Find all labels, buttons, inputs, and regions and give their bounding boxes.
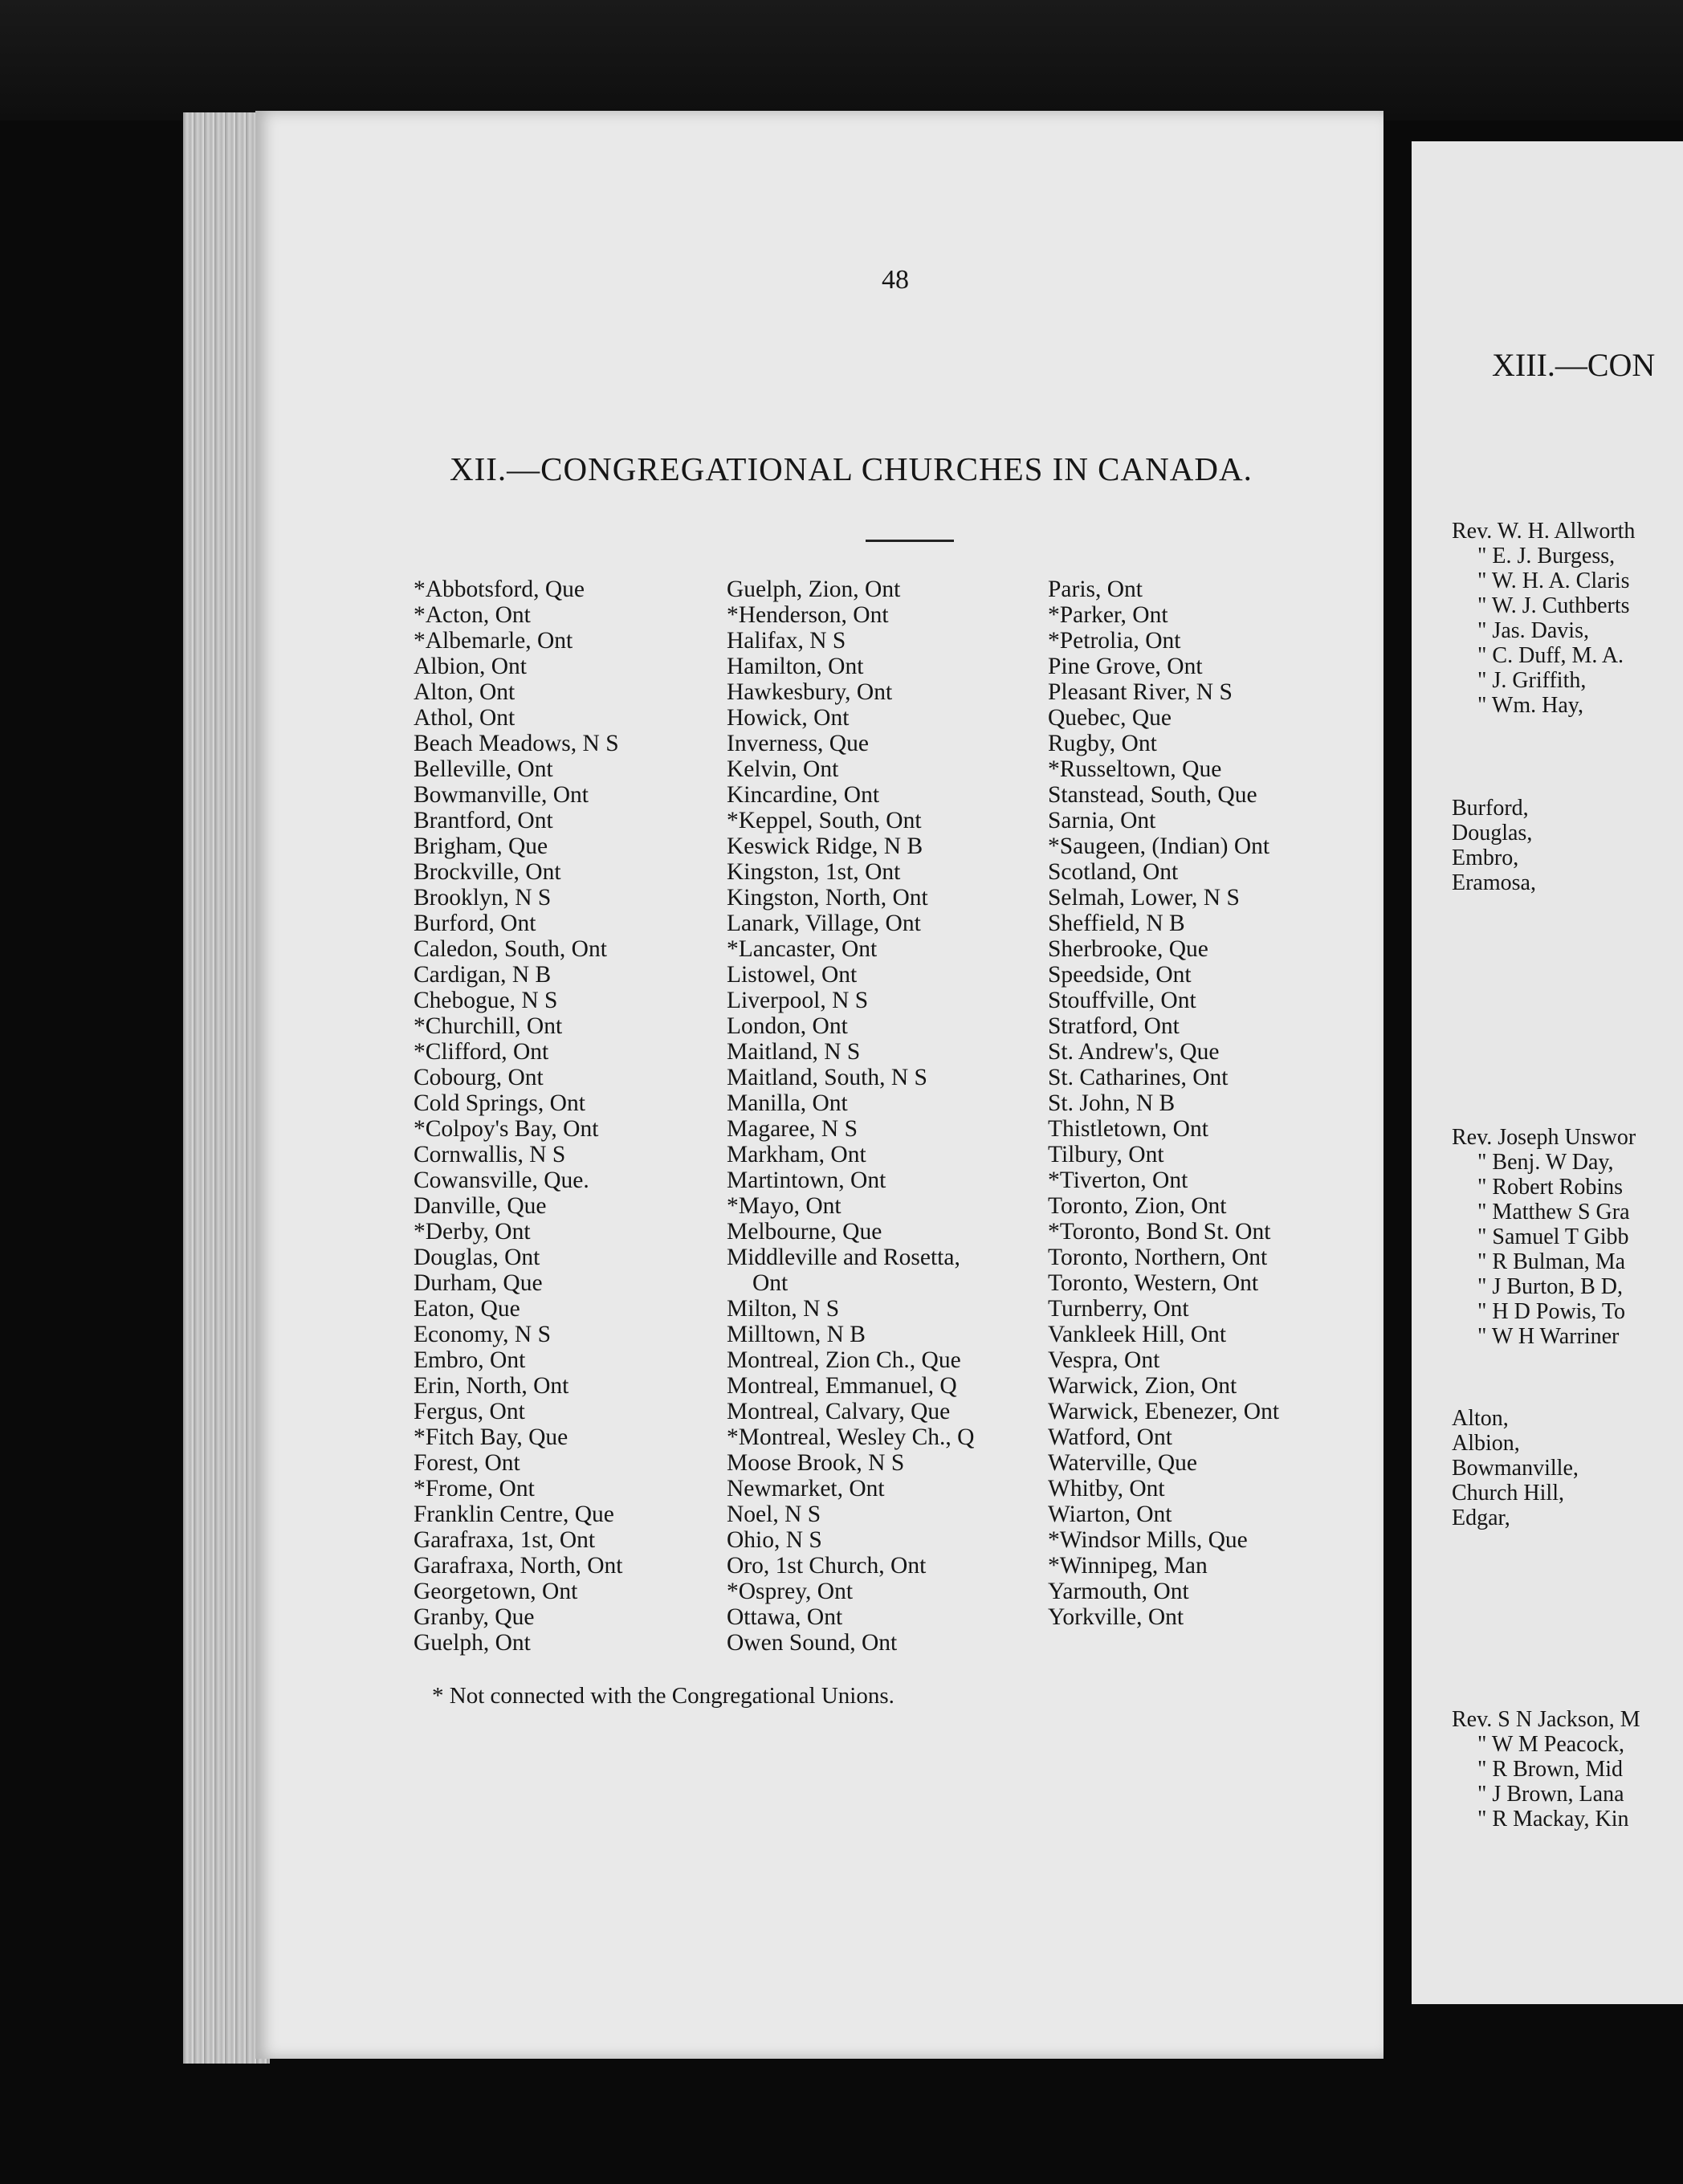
church-entry: Howick, Ont xyxy=(727,705,850,731)
church-entry: *Saugeen, (Indian) Ont xyxy=(1048,833,1270,859)
right-page-line: Alton, xyxy=(1452,1406,1509,1431)
church-entry: Athol, Ont xyxy=(414,705,515,731)
church-entry: *Parker, Ont xyxy=(1048,602,1168,628)
church-entry: St. John, N B xyxy=(1048,1090,1176,1116)
church-entry: Economy, N S xyxy=(414,1322,551,1347)
church-entry: Sheffield, N B xyxy=(1048,911,1185,936)
church-entry: Alton, Ont xyxy=(414,679,515,705)
church-entry: Cowansville, Que. xyxy=(414,1167,589,1193)
church-entry: Owen Sound, Ont xyxy=(727,1630,898,1656)
right-page-line: " E. J. Burgess, xyxy=(1477,544,1616,568)
church-entry: Caledon, South, Ont xyxy=(414,936,607,962)
church-entry: Kingston, 1st, Ont xyxy=(727,859,901,885)
church-column-1 xyxy=(414,577,622,1656)
church-entry: Belleville, Ont xyxy=(414,756,553,782)
right-page-line: Embro, xyxy=(1452,845,1519,870)
right-page-line: " R Bulman, Ma xyxy=(1477,1249,1626,1274)
church-entry: Kincardine, Ont xyxy=(727,782,880,808)
church-entry: Lanark, Village, Ont xyxy=(727,911,921,936)
right-page-line: Eramosa, xyxy=(1452,870,1536,895)
church-entry: Beach Meadows, N S xyxy=(414,731,619,756)
title-divider xyxy=(866,540,954,542)
church-entry: *Petrolia, Ont xyxy=(1048,628,1181,654)
church-entry: Turnberry, Ont xyxy=(1048,1296,1189,1322)
church-entry: Douglas, Ont xyxy=(414,1245,540,1270)
church-entry: Stouffville, Ont xyxy=(1048,988,1196,1013)
right-page-line: Albion, xyxy=(1452,1431,1520,1456)
right-page xyxy=(1412,141,1683,2004)
right-page-ministers-1 xyxy=(1452,519,1635,718)
right-page-line: Bowmanville, xyxy=(1452,1456,1579,1481)
church-entry: Quebec, Que xyxy=(1048,705,1172,731)
church-entry: Eaton, Que xyxy=(414,1296,520,1322)
church-entry: Kelvin, Ont xyxy=(727,756,839,782)
church-entry: Franklin Centre, Que xyxy=(414,1502,614,1527)
church-entry: Waterville, Que xyxy=(1048,1450,1198,1476)
church-entry: *Montreal, Wesley Ch., Q xyxy=(727,1424,975,1450)
right-page-line: " Jas. Davis, xyxy=(1477,618,1589,643)
right-page-line: " R Brown, Mid xyxy=(1477,1757,1624,1782)
church-entry: Garafraxa, 1st, Ont xyxy=(414,1527,596,1553)
right-page-line: " Wm. Hay, xyxy=(1477,693,1583,718)
right-page-line: " Robert Robins xyxy=(1477,1175,1623,1200)
church-entry: Vankleek Hill, Ont xyxy=(1048,1322,1227,1347)
church-entry: Noel, N S xyxy=(727,1502,821,1527)
church-entry: Warwick, Zion, Ont xyxy=(1048,1373,1237,1399)
church-entry: Paris, Ont xyxy=(1048,577,1143,602)
right-page-ministers-3 xyxy=(1452,1707,1640,1832)
church-entry: *Fitch Bay, Que xyxy=(414,1424,568,1450)
right-page-line: Douglas, xyxy=(1452,821,1533,845)
church-entry: Yorkville, Ont xyxy=(1048,1604,1184,1630)
church-entry: Ont xyxy=(752,1270,789,1296)
church-entry: Garafraxa, North, Ont xyxy=(414,1553,623,1579)
church-entry: Montreal, Emmanuel, Q xyxy=(727,1373,957,1399)
church-entry: Warwick, Ebenezer, Ont xyxy=(1048,1399,1280,1424)
right-page-line: " W. J. Cuthberts xyxy=(1477,593,1630,618)
church-entry: Selmah, Lower, N S xyxy=(1048,885,1240,911)
church-entry: Halifax, N S xyxy=(727,628,846,654)
church-entry: Whitby, Ont xyxy=(1048,1476,1165,1502)
church-entry: *Mayo, Ont xyxy=(727,1193,842,1219)
right-page-line: Edgar, xyxy=(1452,1506,1510,1530)
church-entry: Guelph, Ont xyxy=(414,1630,531,1656)
church-entry: Danville, Que xyxy=(414,1193,547,1219)
right-page-line: Burford, xyxy=(1452,796,1529,821)
page-title: XII.—CONGREGATIONAL CHURCHES IN CANADA. xyxy=(450,450,1253,487)
church-entry: Liverpool, N S xyxy=(727,988,869,1013)
church-entry: Erin, North, Ont xyxy=(414,1373,569,1399)
church-entry: Fergus, Ont xyxy=(414,1399,525,1424)
church-entry: Toronto, Northern, Ont xyxy=(1048,1245,1268,1270)
right-page-line: " J Brown, Lana xyxy=(1477,1782,1624,1807)
church-entry: Ohio, N S xyxy=(727,1527,822,1553)
right-page-line: Rev. Joseph Unswor xyxy=(1452,1125,1636,1150)
church-entry: Moose Brook, N S xyxy=(727,1450,905,1476)
church-entry: Stanstead, South, Que xyxy=(1048,782,1257,808)
right-page-line: " W. H. A. Claris xyxy=(1477,568,1630,593)
church-entry: Sarnia, Ont xyxy=(1048,808,1156,833)
right-page-line: Church Hill, xyxy=(1452,1481,1564,1506)
church-entry: *Russeltown, Que xyxy=(1048,756,1222,782)
church-entry: Milltown, N B xyxy=(727,1322,866,1347)
church-entry: Brigham, Que xyxy=(414,833,548,859)
church-entry: Rugby, Ont xyxy=(1048,731,1157,756)
right-page-places-1 xyxy=(1452,796,1536,895)
church-entry: Newmarket, Ont xyxy=(727,1476,885,1502)
right-page-line: " Benj. W Day, xyxy=(1477,1150,1614,1175)
right-page-places-2 xyxy=(1452,1406,1579,1530)
church-entry: Inverness, Que xyxy=(727,731,869,756)
church-entry: Hamilton, Ont xyxy=(727,654,864,679)
church-entry: Sherbrooke, Que xyxy=(1048,936,1208,962)
church-entry: Thistletown, Ont xyxy=(1048,1116,1208,1142)
church-entry: Vespra, Ont xyxy=(1048,1347,1160,1373)
church-entry: Chebogue, N S xyxy=(414,988,558,1013)
church-entry: Brantford, Ont xyxy=(414,808,553,833)
church-entry: Kingston, North, Ont xyxy=(727,885,928,911)
church-entry: *Henderson, Ont xyxy=(727,602,889,628)
church-entry: Albion, Ont xyxy=(414,654,527,679)
scan-background xyxy=(0,0,1683,120)
church-entry: Forest, Ont xyxy=(414,1450,520,1476)
right-page-line: Rev. S N Jackson, M xyxy=(1452,1707,1640,1732)
church-entry: Brooklyn, N S xyxy=(414,885,552,911)
church-entry: Granby, Que xyxy=(414,1604,535,1630)
church-entry: London, Ont xyxy=(727,1013,848,1039)
church-entry: *Clifford, Ont xyxy=(414,1039,549,1065)
church-entry: Milton, N S xyxy=(727,1296,840,1322)
right-page-line: " C. Duff, M. A. xyxy=(1477,643,1624,668)
church-entry: Georgetown, Ont xyxy=(414,1579,578,1604)
church-entry: Listowel, Ont xyxy=(727,962,858,988)
church-entry: Yarmouth, Ont xyxy=(1048,1579,1189,1604)
church-entry: Magaree, N S xyxy=(727,1116,858,1142)
church-entry: Stratford, Ont xyxy=(1048,1013,1180,1039)
church-entry: *Keppel, South, Ont xyxy=(727,808,922,833)
church-entry: Cobourg, Ont xyxy=(414,1065,544,1090)
church-entry: Toronto, Zion, Ont xyxy=(1048,1193,1227,1219)
church-entry: *Albemarle, Ont xyxy=(414,628,573,654)
right-page-line: " W H Warriner xyxy=(1477,1324,1620,1349)
church-entry: *Colpoy's Bay, Ont xyxy=(414,1116,599,1142)
church-entry: Montreal, Calvary, Que xyxy=(727,1399,951,1424)
church-entry: *Toronto, Bond St. Ont xyxy=(1048,1219,1271,1245)
church-entry: Cardigan, N B xyxy=(414,962,552,988)
church-entry: Brockville, Ont xyxy=(414,859,561,885)
right-page-line: " R Mackay, Kin xyxy=(1477,1807,1629,1832)
church-entry: Cornwallis, N S xyxy=(414,1142,566,1167)
church-entry: *Abbotsford, Que xyxy=(414,577,585,602)
church-entry: *Tiverton, Ont xyxy=(1048,1167,1188,1193)
church-entry: Oro, 1st Church, Ont xyxy=(727,1553,927,1579)
church-entry: *Winnipeg, Man xyxy=(1048,1553,1208,1579)
church-entry: Manilla, Ont xyxy=(727,1090,848,1116)
church-entry: Toronto, Western, Ont xyxy=(1048,1270,1259,1296)
church-entry: *Acton, Ont xyxy=(414,602,531,628)
right-page-line: " Matthew S Gra xyxy=(1477,1200,1630,1224)
church-entry: Ottawa, Ont xyxy=(727,1604,843,1630)
right-page-line: " W M Peacock, xyxy=(1477,1732,1625,1757)
church-entry: Wiarton, Ont xyxy=(1048,1502,1172,1527)
church-entry: Speedside, Ont xyxy=(1048,962,1192,988)
church-entry: Maitland, South, N S xyxy=(727,1065,927,1090)
church-entry: Martintown, Ont xyxy=(727,1167,886,1193)
church-entry: St. Andrew's, Que xyxy=(1048,1039,1220,1065)
church-entry: Markham, Ont xyxy=(727,1142,866,1167)
church-entry: *Churchill, Ont xyxy=(414,1013,563,1039)
church-entry: Scotland, Ont xyxy=(1048,859,1179,885)
church-entry: Pleasant River, N S xyxy=(1048,679,1233,705)
footnote: * Not connected with the Congregational Unions. xyxy=(432,1683,894,1709)
church-entry: *Frome, Ont xyxy=(414,1476,535,1502)
church-entry: Burford, Ont xyxy=(414,911,536,936)
church-entry: Watford, Ont xyxy=(1048,1424,1172,1450)
church-column-2 xyxy=(727,577,974,1656)
church-entry: Melbourne, Que xyxy=(727,1219,882,1245)
church-entry: Tilbury, Ont xyxy=(1048,1142,1164,1167)
church-entry: Cold Springs, Ont xyxy=(414,1090,585,1116)
church-entry: Hawkesbury, Ont xyxy=(727,679,893,705)
church-entry: *Windsor Mills, Que xyxy=(1048,1527,1248,1553)
right-page-line: " Samuel T Gibb xyxy=(1477,1224,1629,1249)
church-entry: Keswick Ridge, N B xyxy=(727,833,923,859)
church-entry: Embro, Ont xyxy=(414,1347,526,1373)
church-entry: Montreal, Zion Ch., Que xyxy=(727,1347,961,1373)
church-entry: *Lancaster, Ont xyxy=(727,936,878,962)
church-entry: Bowmanville, Ont xyxy=(414,782,589,808)
church-entry: *Osprey, Ont xyxy=(727,1579,854,1604)
right-page-line: " J. Griffith, xyxy=(1477,668,1587,693)
church-entry: Pine Grove, Ont xyxy=(1048,654,1203,679)
right-page-line: " H D Powis, To xyxy=(1477,1299,1625,1324)
right-page-line: " J Burton, B D, xyxy=(1477,1274,1624,1299)
right-page-line: Rev. W. H. Allworth xyxy=(1452,519,1636,544)
right-page-ministers-2 xyxy=(1452,1125,1636,1349)
church-entry: Durham, Que xyxy=(414,1270,543,1296)
church-entry: St. Catharines, Ont xyxy=(1048,1065,1229,1090)
church-column-3 xyxy=(1048,577,1279,1630)
church-entry: *Derby, Ont xyxy=(414,1219,531,1245)
right-page-title: XIII.—CON xyxy=(1492,347,1656,383)
church-entry: Middleville and Rosetta, xyxy=(727,1245,960,1270)
page-number: 48 xyxy=(882,265,909,295)
church-entry: Guelph, Zion, Ont xyxy=(727,577,901,602)
church-entry: Maitland, N S xyxy=(727,1039,861,1065)
